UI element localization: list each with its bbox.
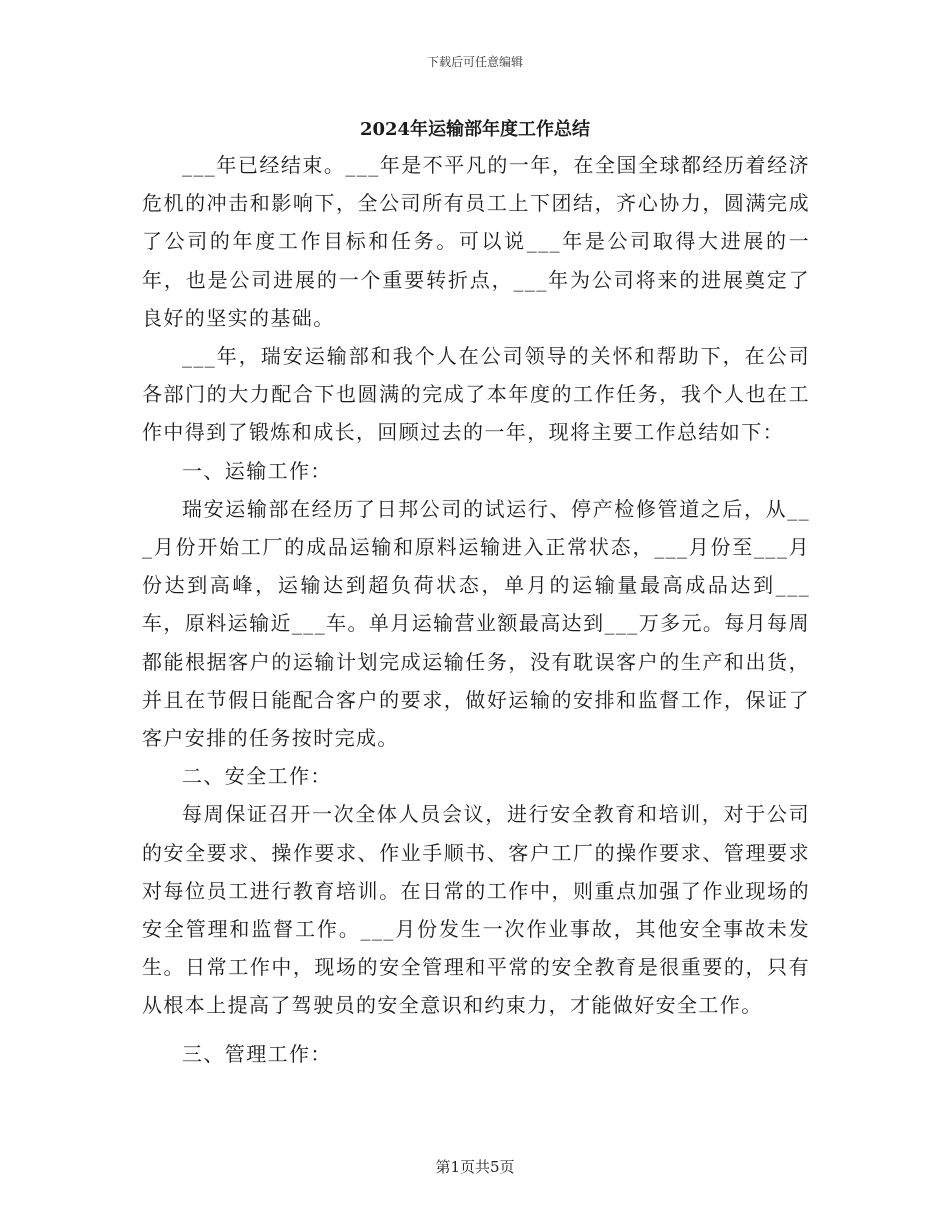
section-heading-safety: 二、安全工作： bbox=[182, 764, 332, 789]
paragraph-safety: 每周保证召开一次全体人员会议，进行安全教育和培训，对于公司的安全要求、操作要求、作业手顺书、客户工厂的操作要求、管理要求对每位员工进行教育培训。在日常的工作中，则重点加强了作业现场的安全管理和监督工作。___月份发生一次作业事故，其他安全事故未发生。日常工作中，现场的安全管理和平常的安全教育是很重要的，只有从根本上提高了驾驶员的安全意识和约束力，才能做好安全工作。 bbox=[142, 802, 810, 1018]
document-body bbox=[142, 146, 810, 1073]
paragraph-transport: 瑞安运输部在经历了日邦公司的试运行、停产检修管道之后，从___月份开始工厂的成品运输和原料运输进入正常状态，___月份至___月份达到高峰，运输达到超负荷状态，单月的运输量最高成品达到___车，原料运输近___车。单月运输营业额最高达到___万多元。每月每周都能根据客户的运输计划完成运输任务，没有耽误客户的生产和出货，并且在节假日能配合客户的要求，做好运输的安排和监督工作，保证了客户安排的任务按时完成。 bbox=[142, 496, 810, 751]
header-note: 下载后可任意编辑 bbox=[426, 55, 523, 69]
paragraph-intro: ___年已经结束。___年是不平凡的一年，在全国全球都经历着经济危机的冲击和影响下，全公司所有员工上下团结，齐心协力，圆满完成了公司的年度工作目标和任务。可以说___年是公司取得大进展的一年，也是公司进展的一个重要转折点，___年为公司将来的进展奠定了良好的坚实的基础。 bbox=[142, 153, 810, 330]
document-title: 2024年运输部年度工作总结 bbox=[359, 119, 591, 140]
paragraph-overview: ___年，瑞安运输部和我个人在公司领导的关怀和帮助下，在公司各部门的大力配合下也圆满的完成了本年度的工作任务，我个人也在工作中得到了锻炼和成长，回顾过去的一年，现将主要工作总结如下： bbox=[142, 344, 810, 445]
section-heading-management: 三、管理工作： bbox=[182, 1041, 332, 1066]
page-number: 第1页共5页 bbox=[435, 1158, 515, 1176]
section-heading-transport: 一、运输工作： bbox=[182, 458, 332, 483]
